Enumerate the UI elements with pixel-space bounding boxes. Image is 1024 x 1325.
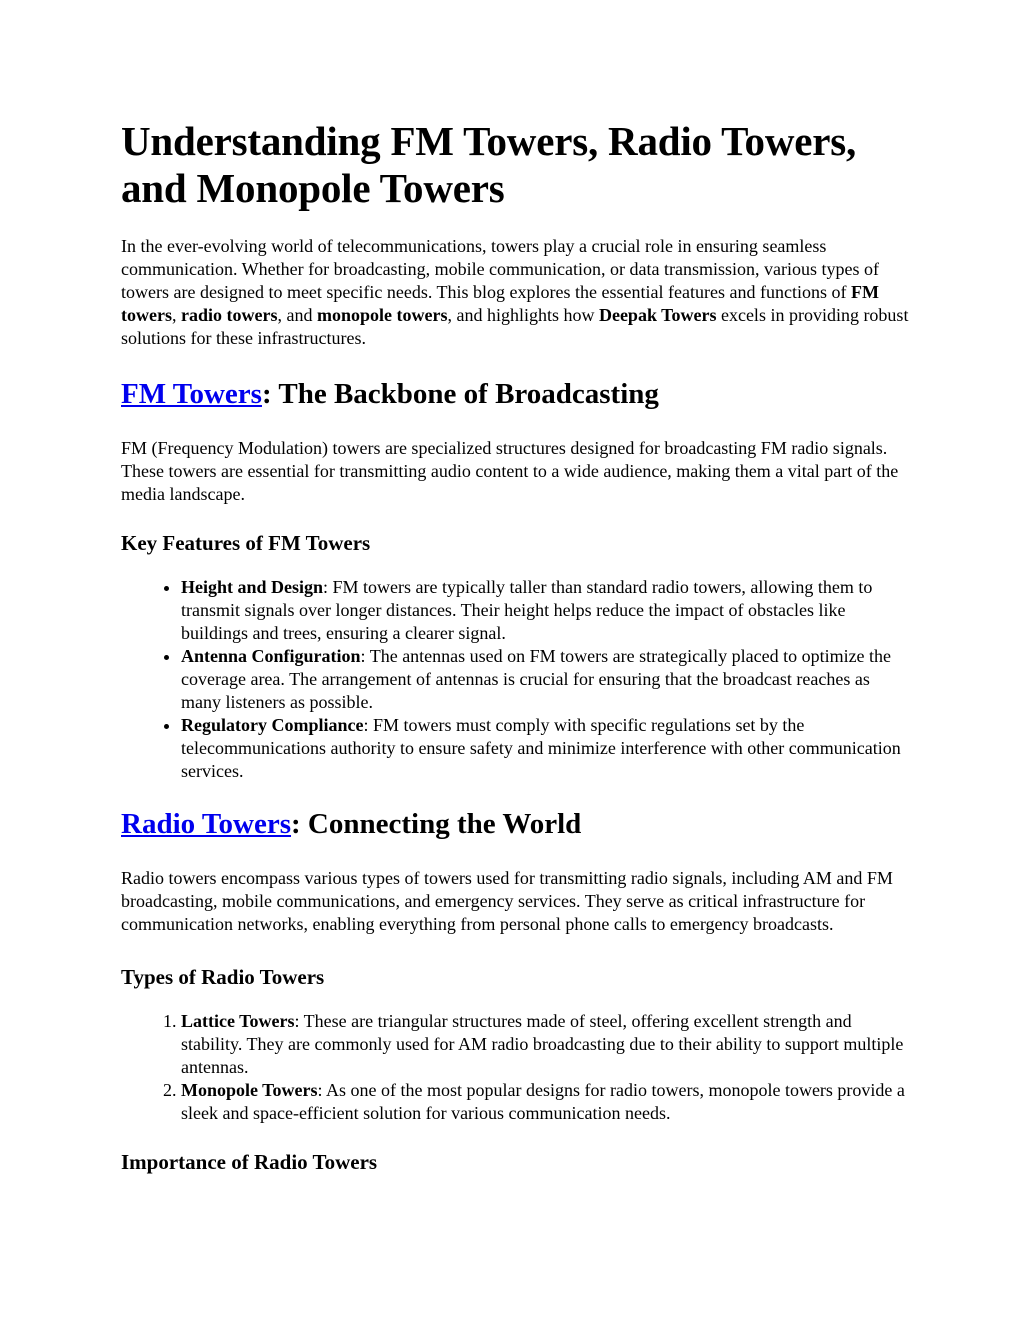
intro-text: excels in providing robust solutions for these infrastructures.: [121, 305, 909, 348]
type-term: Monopole Towers: [181, 1080, 318, 1100]
intro-bold-deepak-towers: Deepak Towers: [598, 305, 717, 325]
fm-description: FM (Frequency Modulation) towers are specialized structures designed for broadcasting FM radio signals. These towers are essential for transmitting audio content to a wide audience, making them a vital part of the media landscape.: [121, 438, 899, 504]
radio-types-heading: Types of Radio Towers: [121, 965, 325, 989]
radio-towers-link[interactable]: Radio Towers: [121, 808, 292, 840]
intro-bold-monopole-towers: monopole towers: [316, 305, 448, 325]
intro-text: In the ever-evolving world of telecommunications, towers play a crucial role in ensuring seamless communication. Whether for broadcasting, mobile communication, or data transmission, various types of towers are designed to meet specific needs. This blog explores the essential features and functions of: [121, 236, 879, 302]
feature-text: : FM towers must comply with specific regulations set by the telecommunications authority to ensure safety and minimize interference with other communication services.: [181, 715, 901, 781]
radio-section-heading: [121, 807, 911, 841]
radio-heading-text: : Connecting the World: [291, 808, 582, 840]
page-title: Understanding FM Towers, Radio Towers, and Monopole Towers: [121, 118, 857, 211]
feature-term: Regulatory Compliance: [181, 715, 364, 735]
intro-bold-fm-towers: FM towers: [121, 282, 879, 325]
intro-paragraph: [121, 235, 911, 350]
fm-features-list: [121, 576, 911, 783]
intro-text: , and highlights how: [447, 305, 599, 325]
fm-heading-text: : The Backbone of Broadcasting: [261, 378, 659, 410]
feature-text: : FM towers are typically taller than standard radio towers, allowing them to transmit signals over longer distances. Their height helps reduce the impact of obstacles like buildings and trees, ensuring a clearer signal.: [181, 577, 873, 643]
intro-separator: , and: [277, 305, 317, 325]
type-text: : As one of the most popular designs for radio towers, monopole towers provide a sleek and space-efficient solution for various communication needs.: [181, 1080, 905, 1123]
type-text: : These are triangular structures made of steel, offering excellent strength and stability. They are commonly used for AM radio broadcasting due to their ability to support multiple antennas.: [181, 1011, 904, 1077]
feature-text: : The antennas used on FM towers are strategically placed to optimize the coverage area. The arrangement of antennas is crucial for ensuring that the broadcast reaches as many listeners as possible.: [181, 646, 892, 712]
radio-importance-heading: Importance of Radio Towers: [121, 1150, 378, 1174]
intro-separator: ,: [171, 305, 181, 325]
list-item: [181, 1010, 911, 1079]
list-item: [181, 1079, 911, 1125]
article: [121, 118, 911, 1175]
feature-term: Height and Design: [181, 577, 324, 597]
list-item: [181, 714, 911, 783]
fm-features-heading: Key Features of FM Towers: [121, 531, 371, 555]
intro-bold-radio-towers: radio towers: [180, 305, 278, 325]
radio-description: Radio towers encompass various types of towers used for transmitting radio signals, including AM and FM broadcasting, mobile communications, and emergency services. They serve as critical infrastructure for communication networks, enabling everything from personal phone calls to emergency broadcasts.: [121, 868, 893, 934]
radio-types-list: [121, 1010, 911, 1125]
fm-towers-link[interactable]: FM Towers: [121, 378, 262, 410]
list-item: [181, 576, 911, 645]
feature-term: Antenna Configuration: [181, 646, 361, 666]
fm-section-heading: [121, 377, 911, 411]
type-term: Lattice Towers: [181, 1011, 295, 1031]
list-item: [181, 645, 911, 714]
